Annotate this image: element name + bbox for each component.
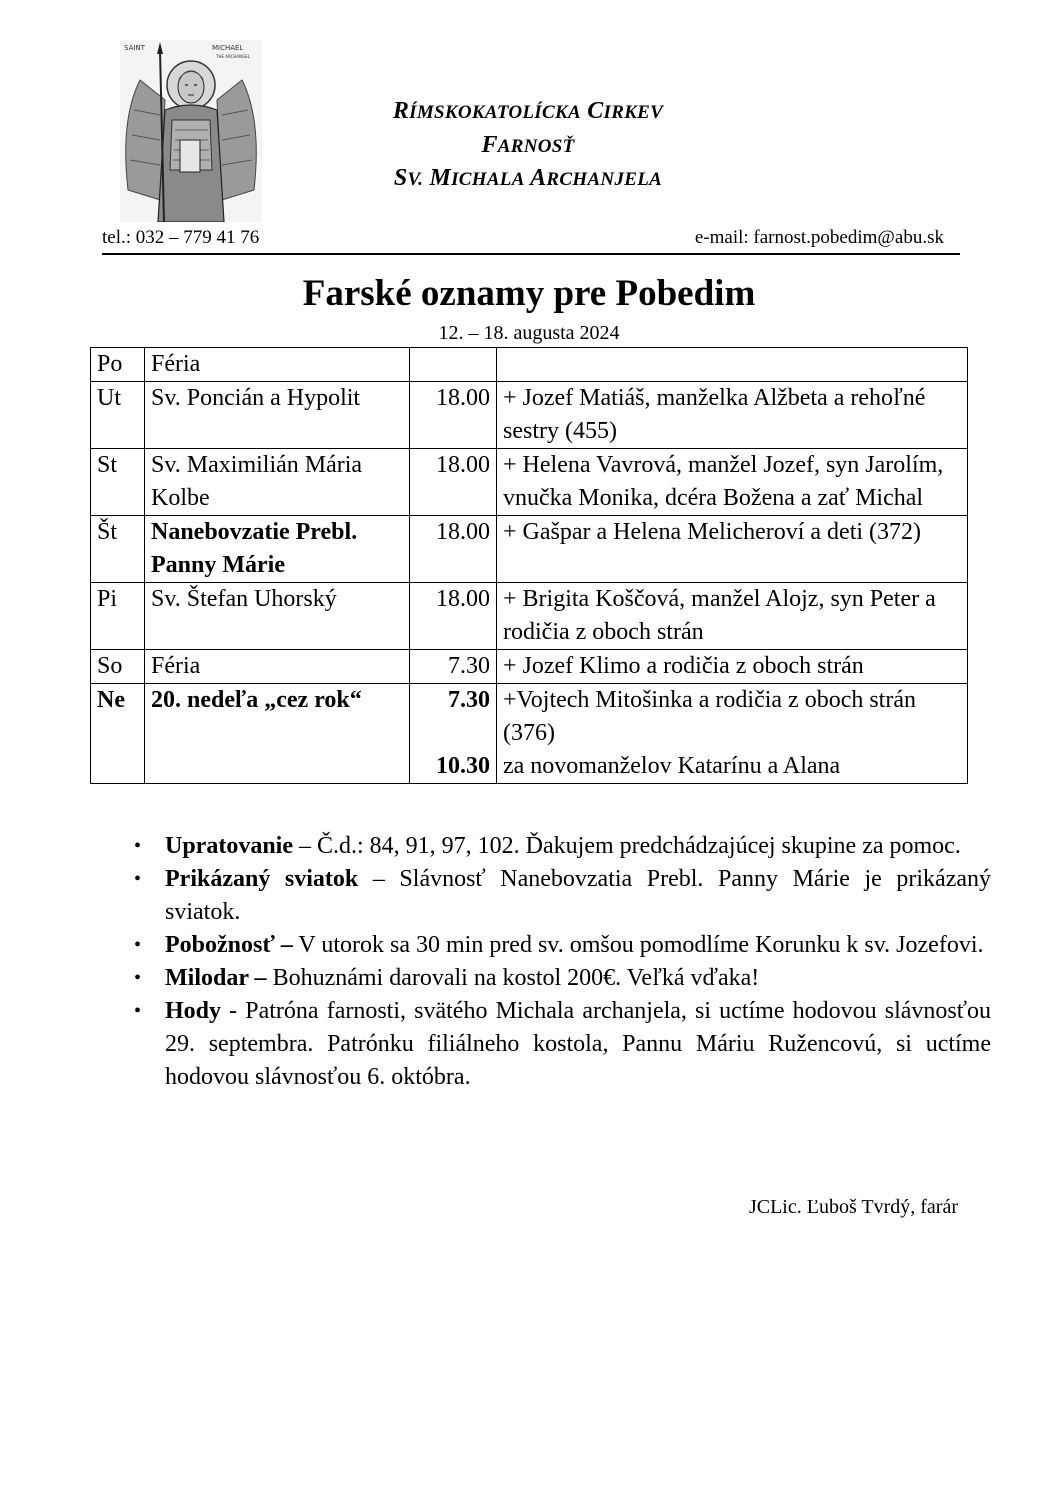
parish-label: FARNOSŤ bbox=[481, 132, 575, 158]
page-title: Farské oznamy pre Pobedim bbox=[302, 273, 756, 314]
bullet-icon: • bbox=[134, 967, 142, 989]
schedule-day: Pi bbox=[91, 583, 145, 650]
schedule-day: Ne bbox=[91, 684, 145, 784]
schedule-celebration: Nanebovzatie Prebl. Panny Márie bbox=[145, 516, 410, 583]
date-range: 12. – 18. augusta 2024 bbox=[438, 322, 620, 344]
schedule-time bbox=[410, 348, 497, 382]
schedule-celebration: Sv. Poncián a Hypolit bbox=[145, 382, 410, 449]
schedule-time: 18.00 bbox=[410, 382, 497, 449]
schedule-intention: + Brigita Koščová, manžel Alojz, syn Peter a rodičia z oboch strán bbox=[497, 583, 968, 650]
contact-line bbox=[102, 227, 960, 255]
schedule-day: Ut bbox=[91, 382, 145, 449]
schedule-celebration: Sv. Maximilián Mária Kolbe bbox=[145, 449, 410, 516]
bullet-icon: • bbox=[134, 934, 142, 956]
schedule-intention bbox=[497, 684, 968, 784]
signature: JCLic. Ľuboš Tvrdý, farár bbox=[748, 1196, 958, 1218]
icon-caption-saint: SAINT bbox=[124, 44, 145, 52]
announcement-item bbox=[134, 995, 991, 1094]
schedule-row bbox=[91, 583, 968, 650]
schedule-row bbox=[91, 516, 968, 583]
schedule-celebration: Sv. Štefan Uhorský bbox=[145, 583, 410, 650]
announcement-text: – Č.d.: 84, 91, 97, 102. Ďakujem predchádzajúcej skupine za pomoc. bbox=[293, 833, 961, 859]
schedule-celebration: 20. nedeľa „cez rok“ bbox=[145, 684, 410, 784]
schedule-row bbox=[91, 650, 968, 684]
announcement-item bbox=[134, 830, 991, 863]
schedule-time: 18.00 bbox=[410, 449, 497, 516]
schedule-time: 7.30 bbox=[410, 650, 497, 684]
schedule-row bbox=[91, 684, 968, 784]
schedule-time-first: 7.30 bbox=[448, 687, 490, 713]
schedule-day: Št bbox=[91, 516, 145, 583]
phone-number: tel.: 032 – 779 41 76 bbox=[102, 227, 260, 248]
schedule-row bbox=[91, 348, 968, 382]
announcements-list bbox=[130, 830, 991, 1094]
announcement-heading: Milodar – bbox=[165, 965, 267, 991]
schedule-intention: + Jozef Matiáš, manželka Alžbeta a rehoľné sestry (455) bbox=[497, 382, 968, 449]
announcement-text: – Slávnosť Nanebovzatia Prebl. Panny Márie je prikázaný sviatok. bbox=[165, 866, 991, 925]
schedule-intention bbox=[497, 348, 968, 382]
schedule-time-second: 10.30 bbox=[436, 753, 490, 779]
schedule-day: So bbox=[91, 650, 145, 684]
schedule-time: 18.00 bbox=[410, 583, 497, 650]
church-name: RÍMSKOKATOLÍCKA CIRKEV bbox=[392, 98, 664, 124]
announcement-item bbox=[134, 863, 991, 929]
schedule-celebration: Féria bbox=[145, 650, 410, 684]
saint-michael-icon bbox=[120, 40, 262, 222]
announcement-text: - Patróna farnosti, svätého Michala archanjela, si uctíme hodovou slávnosťou 29. septembra. Patrónku filiálneho kostola, Pannu Máriu Ružencovú, si uctíme hodovou slávnosťou 6. októbra. bbox=[165, 998, 991, 1090]
bullet-icon: • bbox=[134, 835, 142, 857]
announcement-item bbox=[134, 962, 991, 995]
announcement-heading: Pobožnosť – bbox=[165, 932, 293, 958]
announcement-heading: Prikázaný sviatok bbox=[165, 866, 359, 892]
announcement-text: V utorok sa 30 min pred sv. omšou pomodlíme Korunku k sv. Jozefovi. bbox=[292, 932, 984, 958]
bullet-icon: • bbox=[134, 868, 142, 890]
icon-caption-title: THE ARCHANGEL bbox=[216, 54, 250, 59]
schedule-time: 18.00 bbox=[410, 516, 497, 583]
announcement-heading: Upratovanie bbox=[165, 833, 293, 859]
schedule-intention: + Helena Vavrová, manžel Jozef, syn Jarolím, vnučka Monika, dcéra Božena a zať Michal bbox=[497, 449, 968, 516]
bullet-icon: • bbox=[134, 1000, 142, 1022]
mass-schedule-table bbox=[90, 347, 968, 784]
schedule-celebration: Féria bbox=[145, 348, 410, 382]
schedule-intention-first: +Vojtech Mitošinka a rodičia z oboch strán (376) bbox=[503, 687, 916, 746]
announcement-text: Bohuznámi darovali na kostol 200€. Veľká vďaka! bbox=[266, 965, 760, 991]
schedule-intention-second: za novomanželov Katarínu a Alana bbox=[503, 753, 841, 779]
schedule-row bbox=[91, 449, 968, 516]
schedule-intention: + Gašpar a Helena Melicheroví a deti (372) bbox=[497, 516, 968, 583]
announcement-heading: Hody bbox=[165, 998, 222, 1024]
icon-caption-name: MICHAEL bbox=[212, 44, 244, 52]
schedule-row bbox=[91, 382, 968, 449]
announcement-item bbox=[134, 929, 991, 962]
schedule-day: Po bbox=[91, 348, 145, 382]
email-address: e-mail: farnost.pobedim@abu.sk bbox=[694, 227, 944, 248]
schedule-intention: + Jozef Klimo a rodičia z oboch strán bbox=[497, 650, 968, 684]
parish-name: SV. MICHALA ARCHANJELA bbox=[393, 165, 663, 191]
schedule-time bbox=[410, 684, 497, 784]
schedule-day: St bbox=[91, 449, 145, 516]
